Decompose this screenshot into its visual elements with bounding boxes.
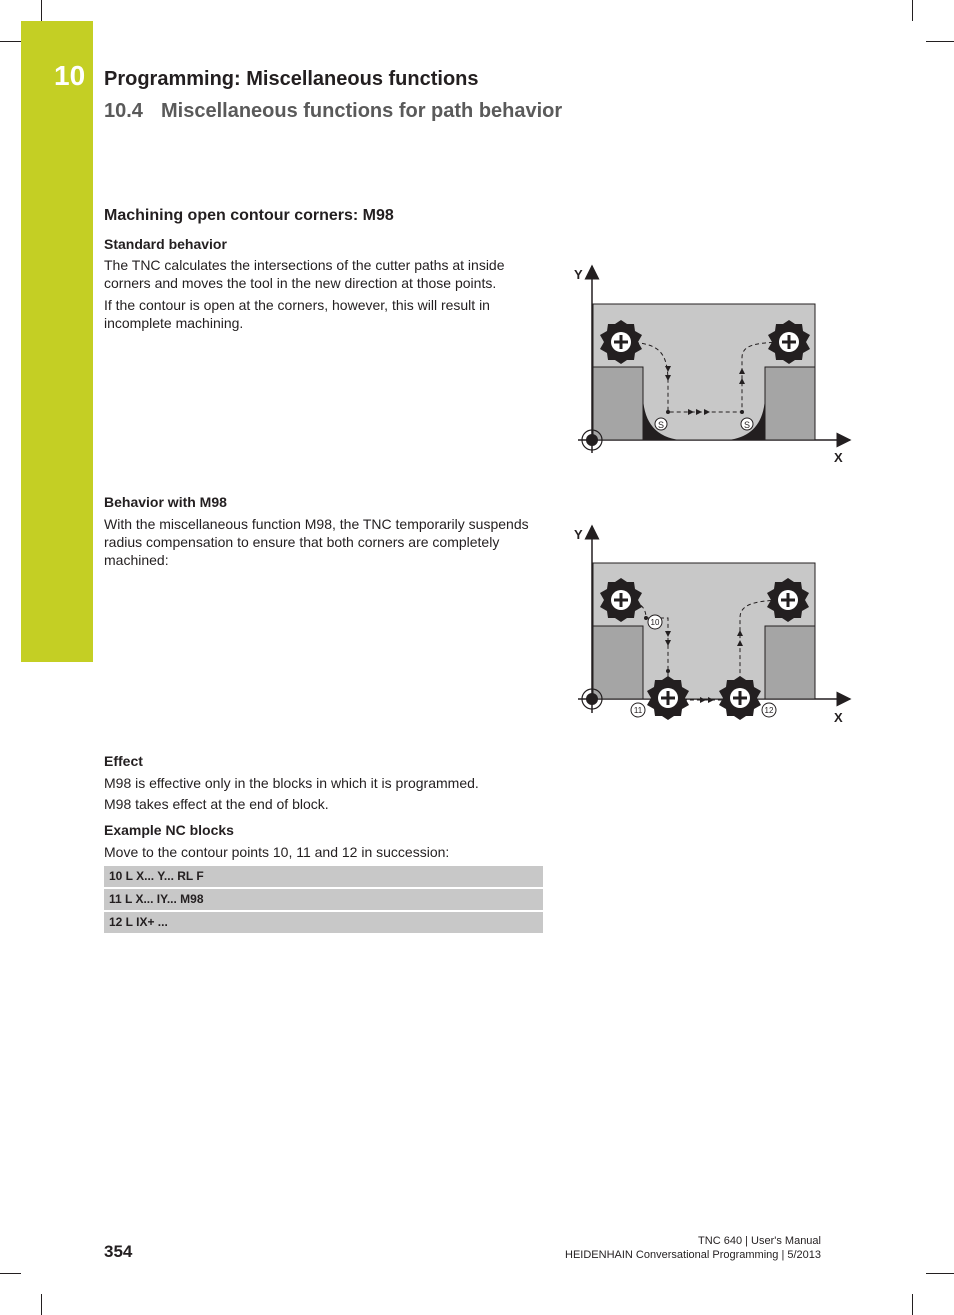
crop-mark xyxy=(0,1273,21,1274)
crop-mark xyxy=(912,0,913,21)
section-title xyxy=(104,100,562,123)
crop-mark xyxy=(41,1294,42,1315)
chapter-title: Programming: Miscellaneous functions xyxy=(104,68,479,90)
nc-block: 10 L X... Y... RL F xyxy=(104,866,543,887)
crop-mark xyxy=(0,41,21,42)
y-axis-label: Y xyxy=(574,267,583,282)
path-point xyxy=(666,410,670,414)
x-axis-label: X xyxy=(834,710,843,725)
chapter-tab xyxy=(21,21,93,662)
paragraph: If the contour is open at the corners, however, this will result in incomplete machining. xyxy=(104,297,490,331)
standard-behavior-heading: Standard behavior xyxy=(104,236,227,252)
crop-mark xyxy=(912,1294,913,1315)
s-marker-left-label: S xyxy=(657,420,665,430)
effect-heading: Effect xyxy=(104,753,143,769)
crop-mark xyxy=(926,41,954,42)
paragraph: The TNC calculates the intersections of the cutter paths at inside corners and moves the tool in the new direction at those points. xyxy=(104,257,505,291)
point-12-label: 12 xyxy=(764,706,774,715)
example-intro: Move to the contour points 10, 11 and 12 in succession: xyxy=(104,844,450,860)
crop-mark xyxy=(926,1273,954,1274)
section-number: 10.4 xyxy=(104,100,143,122)
right-pocket xyxy=(765,626,815,699)
figure-standard-behavior xyxy=(570,258,860,468)
left-pocket xyxy=(593,626,643,699)
page-heading: Machining open contour corners: M98 xyxy=(104,207,394,224)
paragraph: M98 is effective only in the blocks in which it is programmed. xyxy=(104,775,479,791)
paragraph: M98 takes effect at the end of block. xyxy=(104,796,329,812)
section-title-text: Miscellaneous functions for path behavior xyxy=(161,100,563,122)
right-pocket xyxy=(765,367,815,440)
footer-manual-subtitle: HEIDENHAIN Conversational Programming | 5/2013 xyxy=(565,1249,821,1261)
path-point xyxy=(740,410,744,414)
path-point xyxy=(644,616,648,620)
y-axis-label: Y xyxy=(574,527,583,542)
paragraph: With the miscellaneous function M98, the TNC temporarily suspends radius compensation to ensure that both corners are completely machined: xyxy=(104,516,529,568)
chapter-number: 10 xyxy=(54,60,86,91)
nc-block: 12 L IX+ ... xyxy=(104,912,543,933)
m98-behavior-heading: Behavior with M98 xyxy=(104,494,227,510)
page-number: 354 xyxy=(104,1242,133,1261)
point-11-label: 11 xyxy=(633,706,643,715)
example-heading: Example NC blocks xyxy=(104,822,234,838)
footer-manual-title: TNC 640 | User's Manual xyxy=(698,1235,821,1247)
nc-block: 11 L X... IY... M98 xyxy=(104,889,543,910)
figure-m98-behavior xyxy=(570,518,860,728)
path-point xyxy=(666,669,670,673)
crop-mark xyxy=(41,0,42,21)
x-axis-label: X xyxy=(834,450,843,465)
point-10-label: 10 xyxy=(650,618,660,627)
left-pocket xyxy=(593,367,643,440)
s-marker-right-label: S xyxy=(743,420,751,430)
